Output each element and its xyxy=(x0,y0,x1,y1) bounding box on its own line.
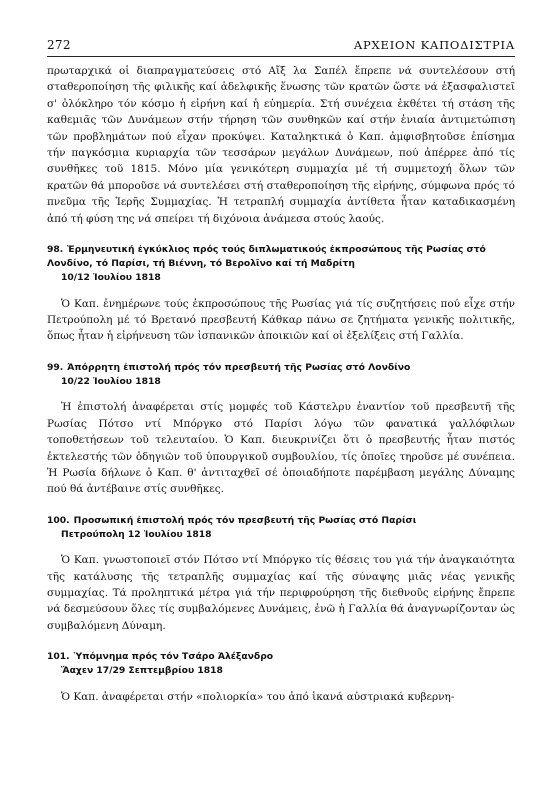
entry-date: Πετρούπολη 12 Ἰουλίου 1818 xyxy=(61,528,212,540)
document-page xyxy=(47,38,515,705)
entry-number: 100. xyxy=(47,514,70,526)
entry-number: 99. xyxy=(47,361,64,373)
entry-summary: Ὁ Καπ. γνωστοποιεῖ στόν Πότσο ντί Μπόργκο τίς θέσεις του γιά τήν ἀναγκαιότητα τῆς κατάλυσης τῆς τετραπλῆς συμμαχίας καί τῆς σύναψης μιᾶς νέας γενικῆς συμμαχίας. Τά προληπτικά μέτρα γιά τήν περιφρούρηση τῆς διεθνοῦς εἰρήνης ἔπρεπε νά δεσμεύσουν ὅλες τίς συμβαλόμενες Δυνάμεις, ἐνῶ ἡ Γαλλία θά ἀναγνωρίζονταν ὡς συμβαλόμενη Δύναμη. xyxy=(47,554,515,632)
entry-date: Ἄαχεν 17/29 Σεπτεμβρίου 1818 xyxy=(61,665,223,677)
entry-101 xyxy=(47,650,515,705)
entry-title: Ἑρμηνευτική ἐγκύκλιος πρός τούς διπλωματικούς ἐκπροσώπους τῆς Ρωσίας στό Λονδίνο, τό Παρίσι, τή Βιέννη, τό Βερολῖνο καί τή Μαδρίτη xyxy=(47,244,486,270)
running-header xyxy=(47,38,515,57)
entry-summary: Ὁ Καπ. ἐνημέρωνε τούς ἐκπροσώπους τῆς Ρωσίας γιά τίς συζητήσεις πού εἶχε στήν Πετρούπολη μέ τό Βρετανό πρεσβευτή Κάθκαρ πάνω σε ζητήματα γενικῆς πολιτικῆς, ὅπως ἦταν ἡ εἰρήνευση τῶν ἰσπανικῶν ἀποικιῶν καί οἱ ἐξελίξεις στή Γαλλία. xyxy=(47,297,515,343)
entry-date: 10/12 Ἰουλίου 1818 xyxy=(61,272,161,284)
entry-summary: Ἡ ἐπιστολή ἀναφέρεται στίς μομφές τοῦ Κάστελρυ ἐναντίον τοῦ πρεσβευτῆ τῆς Ρωσίας Πότσο ντί Μπόργκο στό Παρίσι λόγω τῶν φανατικά γαλλόφιλων τοποθετήσεων τοῦ τελευταίου. Ὁ Καπ. διευκρινίζει ὅτι ὁ πρεσβευτής ἦταν πιστός ἐκτελεστής τῶν ὁδηγιῶν τοῦ ὑπουργικοῦ συμβουλίου, τίς ὁποῖες τηροῦσε μέ συνέπεια. Ἡ Ρωσία δήλωνε ὁ Καπ. θ' ἀντιταχθεῖ σέ ὁποιαδήποτε παρέμβαση μεγάλης Δύναμης πού θά ἀντέβαινε στίς συνθῆκες. xyxy=(47,401,515,496)
entry-heading xyxy=(47,650,515,678)
entry-summary: Ὁ Καπ. ἀναφέρεται στήν «πολιορκία» του ἀπό ἱκανά αὐστριακά κυβερνη- xyxy=(61,690,455,703)
entry-100 xyxy=(47,514,515,634)
entry-99 xyxy=(47,361,515,498)
running-title: ΑΡΧΕΙΟΝ ΚΑΠΟΔΙΣΤΡΙΑ xyxy=(353,38,515,52)
entry-title: Ἀπόρρητη ἐπιστολή πρός τόν πρεσβευτή τῆς Ρωσίας στό Λονδίνο xyxy=(67,361,411,373)
entry-heading xyxy=(47,243,515,286)
page-number: 272 xyxy=(47,38,71,52)
entry-title: Προσωπική ἐπιστολή πρός τόν πρεσβευτή τῆς Ρωσίας στό Παρίσι xyxy=(73,514,417,526)
intro-paragraph: πρωταρχικά οἱ διαπραγματεύσεις στό Αἴξ λα Σαπέλ ἔπρεπε νά συντελέσουν στή σταθεροποίηση τῆς φιλικῆς καί ἀδελφικῆς ἕνωσης τῶν κρατῶν ὥστε νά ἐξασφαλιστεῖ σ' ὁλόκληρο τόν κόσμο ἡ εἰρήνη καί ἡ εὐημερία. Στή συνέχεια ἐκθέτει τή στάση τῆς καθεμιᾶς τῶν Δυνάμεων στήν τήρηση τῶν συνθηκῶν καί στήν ἑνιαία ἀντιμετώπιση τῶν προβλημάτων πού εἶχαν προκύψει. Καταληκτικά ὁ Καπ. ἀμφισβητοῦσε ἐπίσημα τήν παγκόσμια κυριαρχία τῶν τεσσάρων μεγάλων Δυνάμεων, πού ἀπέρρεε ἀπό τίς συνθῆκες τοῦ 1815. Μόνο μία γενικότερη συμμαχία μέ τή συμμετοχή ὅλων τῶν κρατῶν θά μποροῦσε νά συντελέσει στή σταθεροποίηση τῆς εἰρήνης, σύμφωνα πρός τό πνεῦμα τῆς Ἱερῆς Συμμαχίας. Ἡ τετραπλή συμμαχία ἀντίθετα ἦταν καταδικασμένη ἀπό τή φύση της νά σπείρει τή διχόνοια ἀνάμεσα στούς λαούς. xyxy=(47,65,515,225)
entry-title: Ὑπόμνημα πρός τόν Τσάρο Ἀλέξανδρο xyxy=(73,651,274,663)
entry-number: 98. xyxy=(47,244,64,256)
entry-heading xyxy=(47,361,515,389)
entry-number: 101. xyxy=(47,651,70,663)
entry-date: 10/22 Ἰουλίου 1818 xyxy=(61,376,161,388)
entry-98 xyxy=(47,243,515,345)
entry-heading xyxy=(47,514,515,542)
